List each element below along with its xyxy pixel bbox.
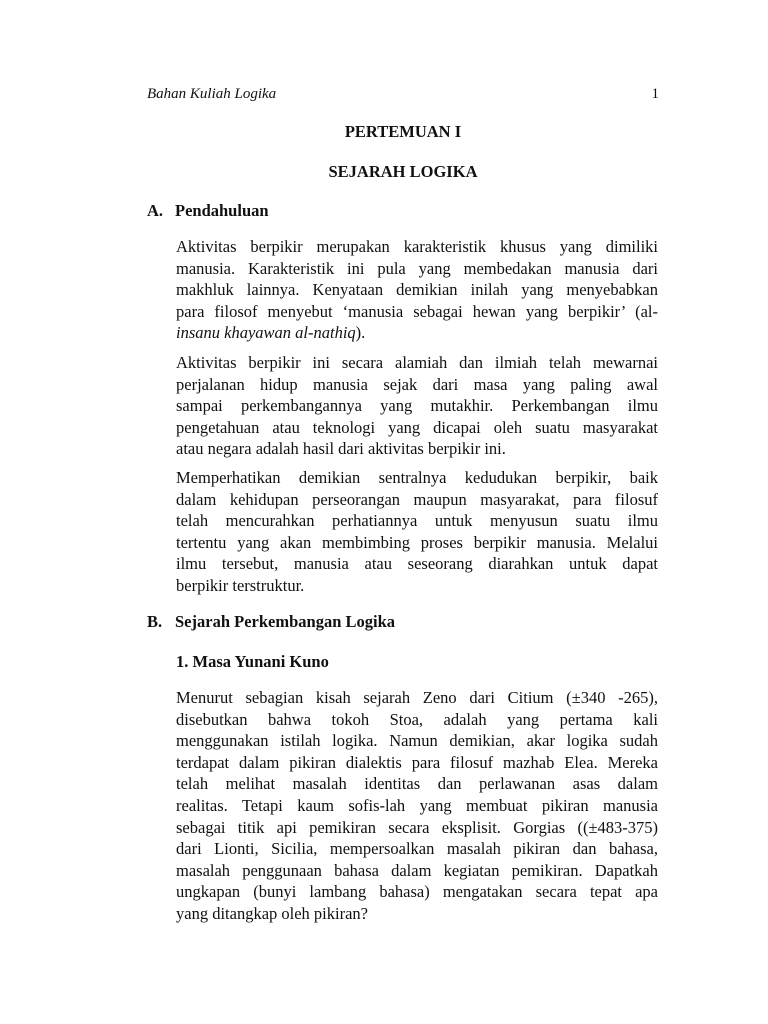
paragraph-line: makhluk lainnya. Kenyataan demikian inilah yang menyebabkan (176, 280, 658, 300)
paragraph-intro-2 (176, 352, 658, 460)
paragraph-line: tertentu yang akan membimbing proses berpikir manusia. Melalui (176, 532, 658, 552)
meeting-title: PERTEMUAN I (344, 122, 462, 141)
paragraph-line: manusia. Karakteristik ini pula yang membedakan manusia dari (176, 258, 658, 278)
paragraph-line: ungkapan (bunyi lambang bahasa) mengatakan secara tepat apa (176, 882, 658, 902)
paragraph-line: para filosof menyebut ‘manusia sebagai hewan yang berpikir’ (al- (176, 301, 658, 321)
paragraph-line: perjalanan hidup manusia sejak dari masa yang paling awal (176, 374, 658, 394)
paragraph-line: pengetahuan atau teknologi yang dicapai oleh suatu masyarakat (176, 417, 658, 437)
running-header (147, 86, 659, 106)
paragraph-line: atau negara adalah hasil dari aktivitas berpikir ini. (176, 439, 506, 459)
paragraph-line: telah melihat masalah identitas dan perlawanan asas dalam (176, 774, 658, 794)
paragraph-line: sampai perkembangannya yang mutakhir. Perkembangan ilmu (176, 396, 658, 416)
section-a-heading (147, 201, 269, 221)
paragraph-line: disebutkan bahwa tokoh Stoa, adalah yang pertama kali (176, 709, 658, 729)
paragraph-yunani-kuno (176, 687, 658, 925)
paragraph-line-end: ). (355, 323, 366, 343)
section-b-letter: B. (147, 612, 163, 631)
section-b-title: Sejarah Perkembangan Logika (175, 612, 396, 631)
paragraph-line: Menurut sebagian kisah sejarah Zeno dari Citium (±340 -265), (176, 688, 658, 707)
section-a-title: Pendahuluan (175, 201, 269, 220)
paragraph-line: dalam kehidupan perseorangan maupun masyarakat, para filosuf (176, 489, 658, 509)
paragraph-line: telah mencurahkan perhatiannya untuk menyusun suatu ilmu (176, 511, 658, 531)
paragraph-line: berpikir terstruktur. (176, 575, 305, 595)
paragraph-line: terdapat dalam pikiran dialektis para filosuf mazhab Elea. Mereka (176, 752, 658, 772)
paragraph-line: realitas. Tetapi kaum sofis-lah yang membuat pikiran manusia (176, 795, 658, 815)
italic-term: insanu khayawan al-nathiq (176, 323, 356, 343)
section-b-heading (147, 612, 395, 632)
paragraph-line: Memperhatikan demikian sentralnya kedudukan berpikir, baik (176, 468, 658, 487)
subsection-heading: 1. Masa Yunani Kuno (176, 652, 329, 671)
paragraph-line: yang ditangkap oleh pikiran? (176, 903, 368, 923)
paragraph-intro-3 (176, 467, 658, 597)
paragraph-line: masalah penggunaan bahasa dalam kegiatan pemikiran. Dapatkah (176, 860, 658, 880)
paragraph-line: menggunakan istilah logika. Namun demikian, akar logika sudah (176, 731, 658, 751)
paragraph-line: Aktivitas berpikir merupakan karakteristik khusus yang dimiliki (176, 237, 658, 256)
section-a-letter: A. (147, 201, 164, 220)
paragraph-line: dari Lionti, Sicilia, mempersoalkan masalah pikiran dan bahasa, (176, 839, 658, 859)
page-number: 1 (651, 86, 659, 102)
paragraph-intro-1 (176, 236, 658, 344)
paragraph-line: sebagai titik api pemikiran secara eksplisit. Gorgias ((±483-375) (176, 817, 658, 837)
paragraph-line: ilmu tersebut, manusia atau seseorang diarahkan untuk dapat (176, 554, 658, 574)
paragraph-line: Aktivitas berpikir ini secara alamiah dan ilmiah telah mewarnai (176, 353, 658, 372)
chapter-title: SEJARAH LOGIKA (328, 162, 478, 181)
paragraph-line (176, 322, 658, 344)
running-title: Bahan Kuliah Logika (147, 86, 277, 102)
